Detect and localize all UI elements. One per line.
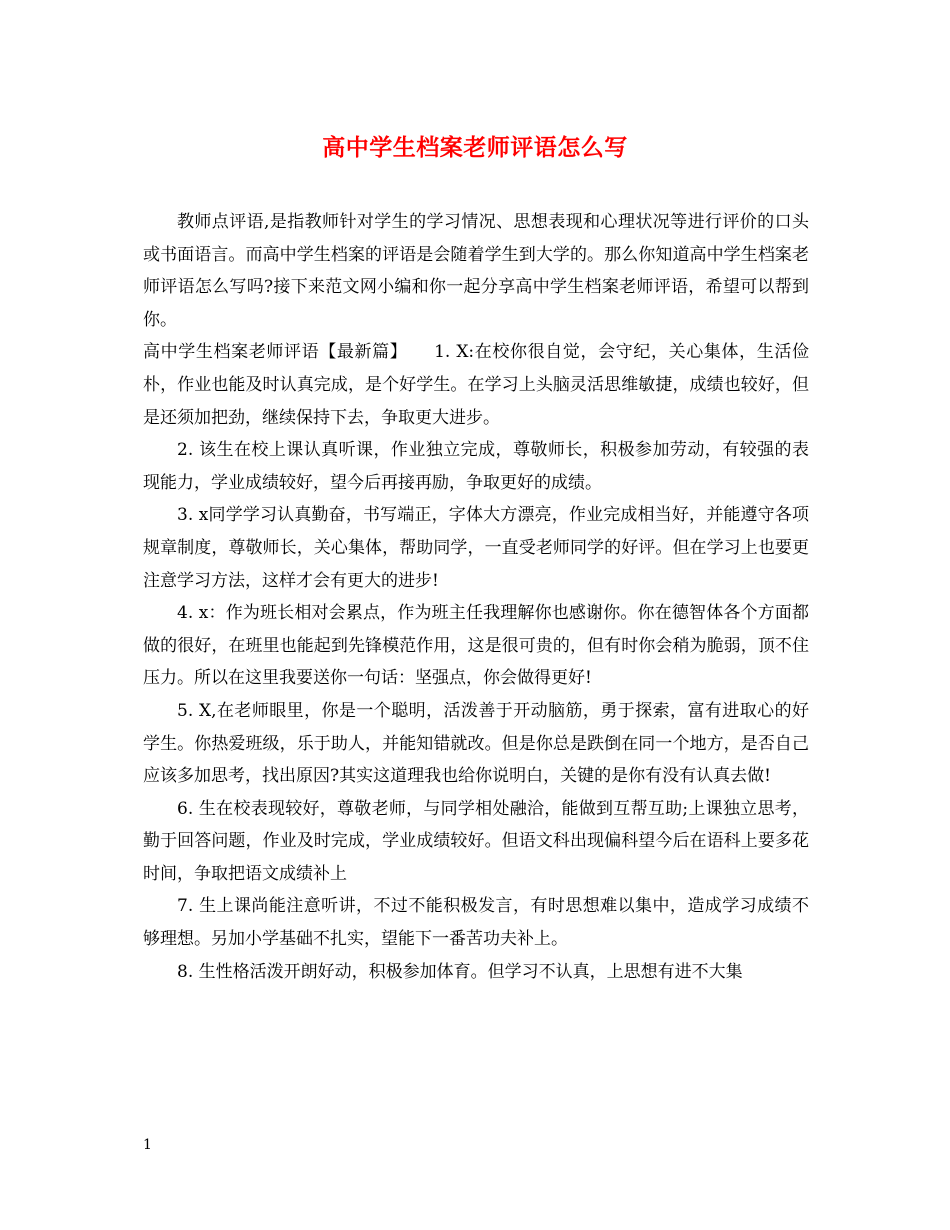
document-title: 高中学生档案老师评语怎么写 xyxy=(322,134,628,161)
comment-paragraph-2: 2. 该生在校上课认真听课，作业独立完成，尊敬师长，积极参加劳动，有较强的表现能力，学业成绩较好，望今后再接再励，争取更好的成绩。 xyxy=(143,440,809,493)
intro-paragraph: 教师点评语,是指教师针对学生的学习情况、思想表现和心理状况等进行评价的口头或书面语言。而高中学生档案的评语是会随着学生到大学的。那么你知道高中学生档案老师评语怎么写吗?接下来范文网小编和你一起分享高中学生档案老师评语，希望可以帮到你。 xyxy=(143,212,809,330)
page-number: 1 xyxy=(143,1137,152,1153)
document-body xyxy=(143,206,809,988)
comment-paragraph-1: 高中学生档案老师评语【最新篇】 1. X:在校你很自觉，会守纪，关心集体，生活俭朴，作业也能及时认真完成，是个好学生。在学习上头脑灵活思维敏捷，成绩也较好，但是还须加把劲，继续保持下去，争取更大进步。 xyxy=(143,342,809,428)
comment-paragraph-8: 8. 生性格活泼开朗好动，积极参加体育。但学习不认真，上思想有进不大集 xyxy=(177,961,743,982)
comment-paragraph-4: 4. x：作为班长相对会累点，作为班主任我理解你也感谢你。你在德智体各个方面都做的很好，在班里也能起到先锋模范作用，这是很可贵的，但有时你会稍为脆弱，顶不住压力。所以在这里我要送你一句话：坚强点，你会做得更好! xyxy=(143,603,809,689)
comment-paragraph-3: 3. x同学学习认真勤奋，书写端正，字体大方漂亮，作业完成相当好，并能遵守各项规章制度，尊敬师长，关心集体，帮助同学，一直受老师同学的好评。但在学习上也要更注意学习方法，这样才会有更大的进步! xyxy=(143,505,809,591)
comment-paragraph-7: 7. 生上课尚能注意听讲，不过不能积极发言，有时思想难以集中，造成学习成绩不够理想。另加小学基础不扎实，望能下一番苦功夫补上。 xyxy=(143,896,809,950)
comment-paragraph-5: 5. X,在老师眼里，你是一个聪明，活泼善于开动脑筋，勇于探索，富有进取心的好学生。你热爱班级，乐于助人，并能知错就改。但是你总是跌倒在同一个地方，是否自己应该多加思考，找出原因?其实这道理我也给你说明白，关键的是你有没有认真去做! xyxy=(143,700,809,787)
comment-paragraph-6: 6. 生在校表现较好，尊敬老师，与同学相处融洽，能做到互帮互助;上课独立思考，勤于回答问题，作业及时完成，学业成绩较好。但语文科出现偏科望今后在语科上要多花时间，争取把语文成绩补上 xyxy=(143,798,809,884)
